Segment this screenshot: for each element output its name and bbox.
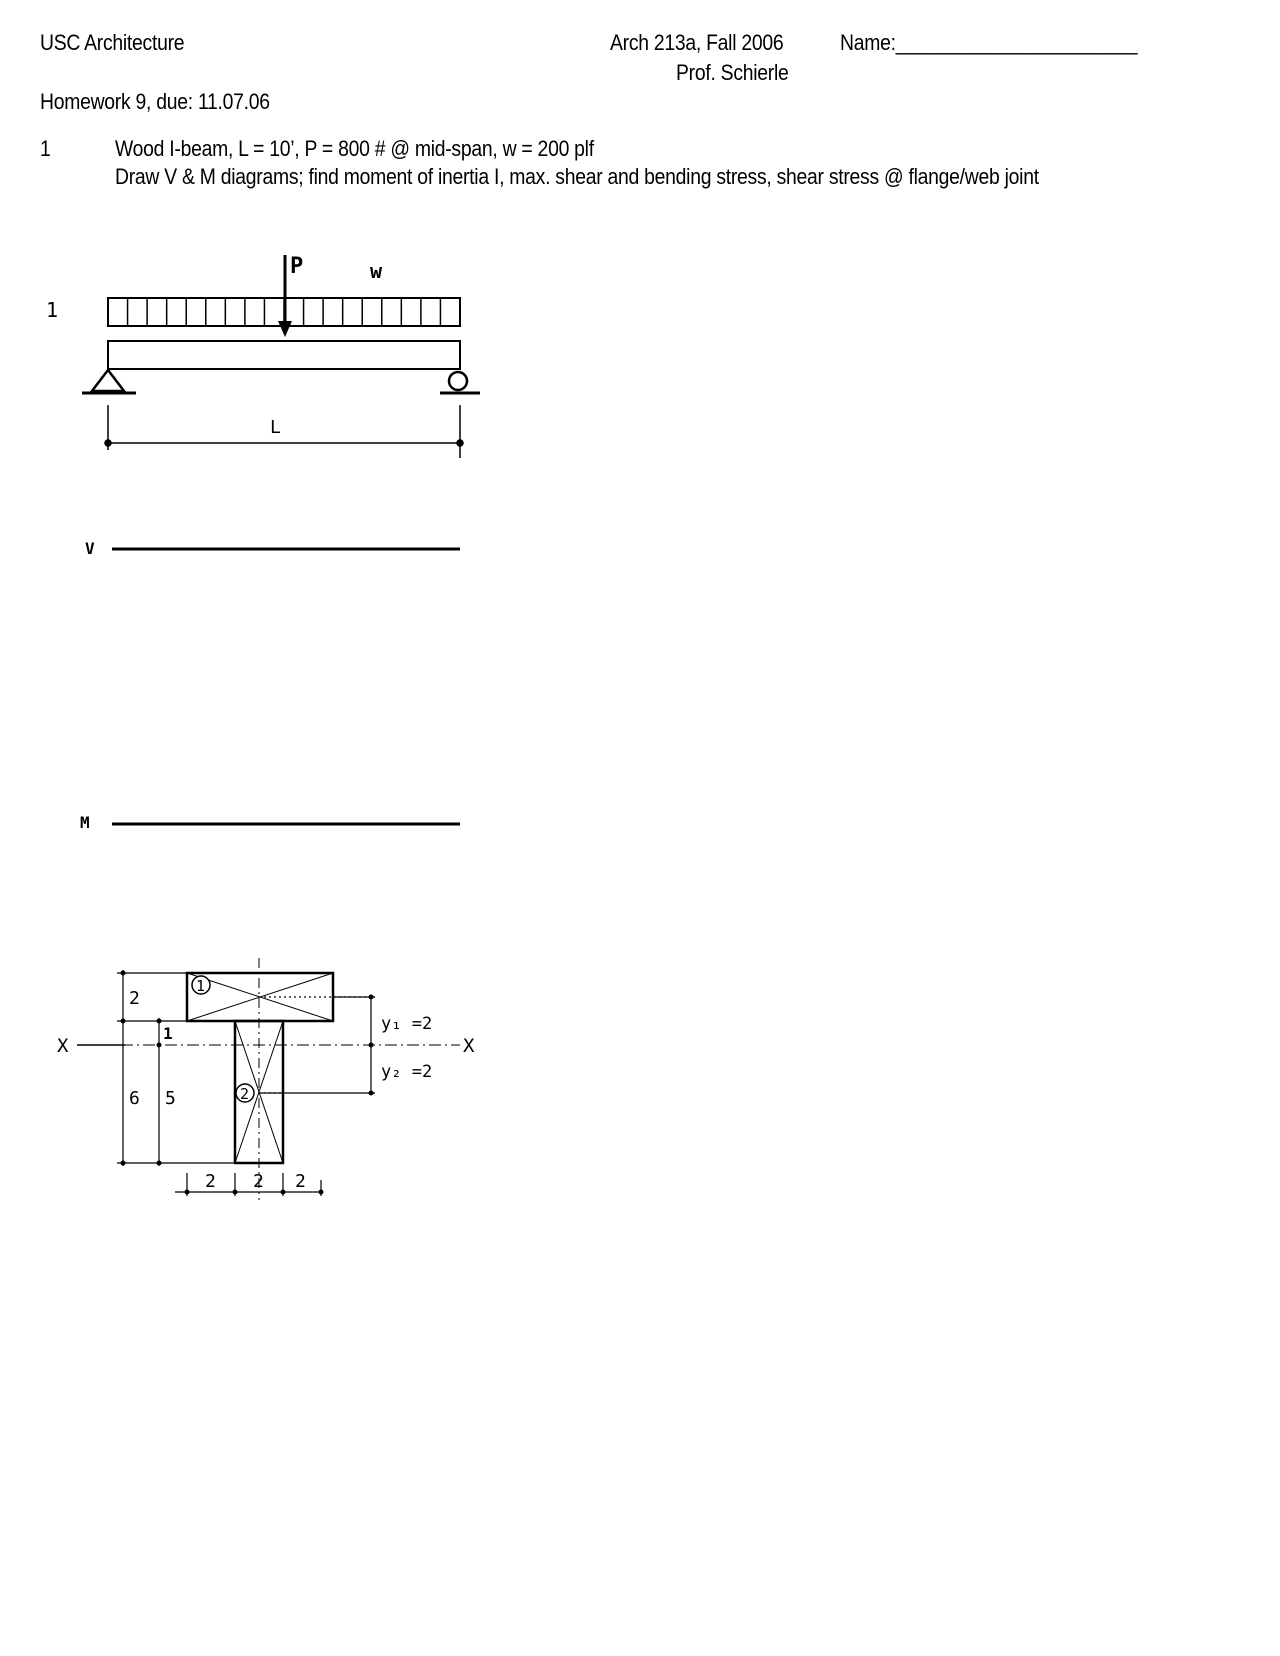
span-label: L: [270, 417, 281, 438]
professor-name: Prof. Schierle: [676, 60, 789, 85]
school-name: USC Architecture: [40, 30, 185, 55]
axis-label-right: X: [463, 1035, 475, 1057]
pin-support: [82, 370, 136, 393]
course-title: Arch 213a, Fall 2006: [610, 30, 784, 55]
dim-bottom-right: 2: [295, 1171, 306, 1192]
axis-label-left: X: [57, 1035, 69, 1057]
beam-cross-section-diagram: [55, 950, 495, 1210]
flange-tag: 1: [196, 977, 206, 995]
y2-label: y₂ =2: [381, 1062, 433, 1082]
beam-load-diagram: [40, 255, 500, 875]
roller-support: [440, 372, 480, 393]
load-p-label: P: [290, 255, 304, 279]
dim-bottom-left: 2: [205, 1171, 216, 1192]
dim-flange-height: 2: [129, 988, 140, 1009]
shear-diagram-label: V: [85, 539, 95, 558]
assignment-title: Homework 9, due: 11.07.06: [40, 89, 270, 114]
problem-instructions: Draw V & M diagrams; find moment of inertia I, max. shear and bending stress, shear stress @ flange/web joint: [115, 164, 1039, 189]
name-field-label: Name:_______________________: [840, 30, 1138, 55]
moment-diagram-label: M: [80, 813, 90, 832]
dim-bottom-mid: 2: [253, 1171, 264, 1192]
dim-offset: 1: [163, 1024, 173, 1043]
problem-number: 1: [40, 136, 51, 161]
span-dimension: [105, 405, 463, 458]
dim-web-height: 5: [165, 1088, 176, 1109]
y1-label: y₁ =2: [381, 1014, 433, 1034]
dim-web-height-total: 6: [129, 1088, 140, 1109]
web-tag: 2: [240, 1085, 250, 1103]
problem-statement: Wood I-beam, L = 10’, P = 800 # @ mid-span, w = 200 plf: [115, 136, 594, 161]
load-w-label: w: [370, 259, 383, 283]
beam: [108, 341, 460, 369]
figure-number: 1: [46, 298, 59, 322]
